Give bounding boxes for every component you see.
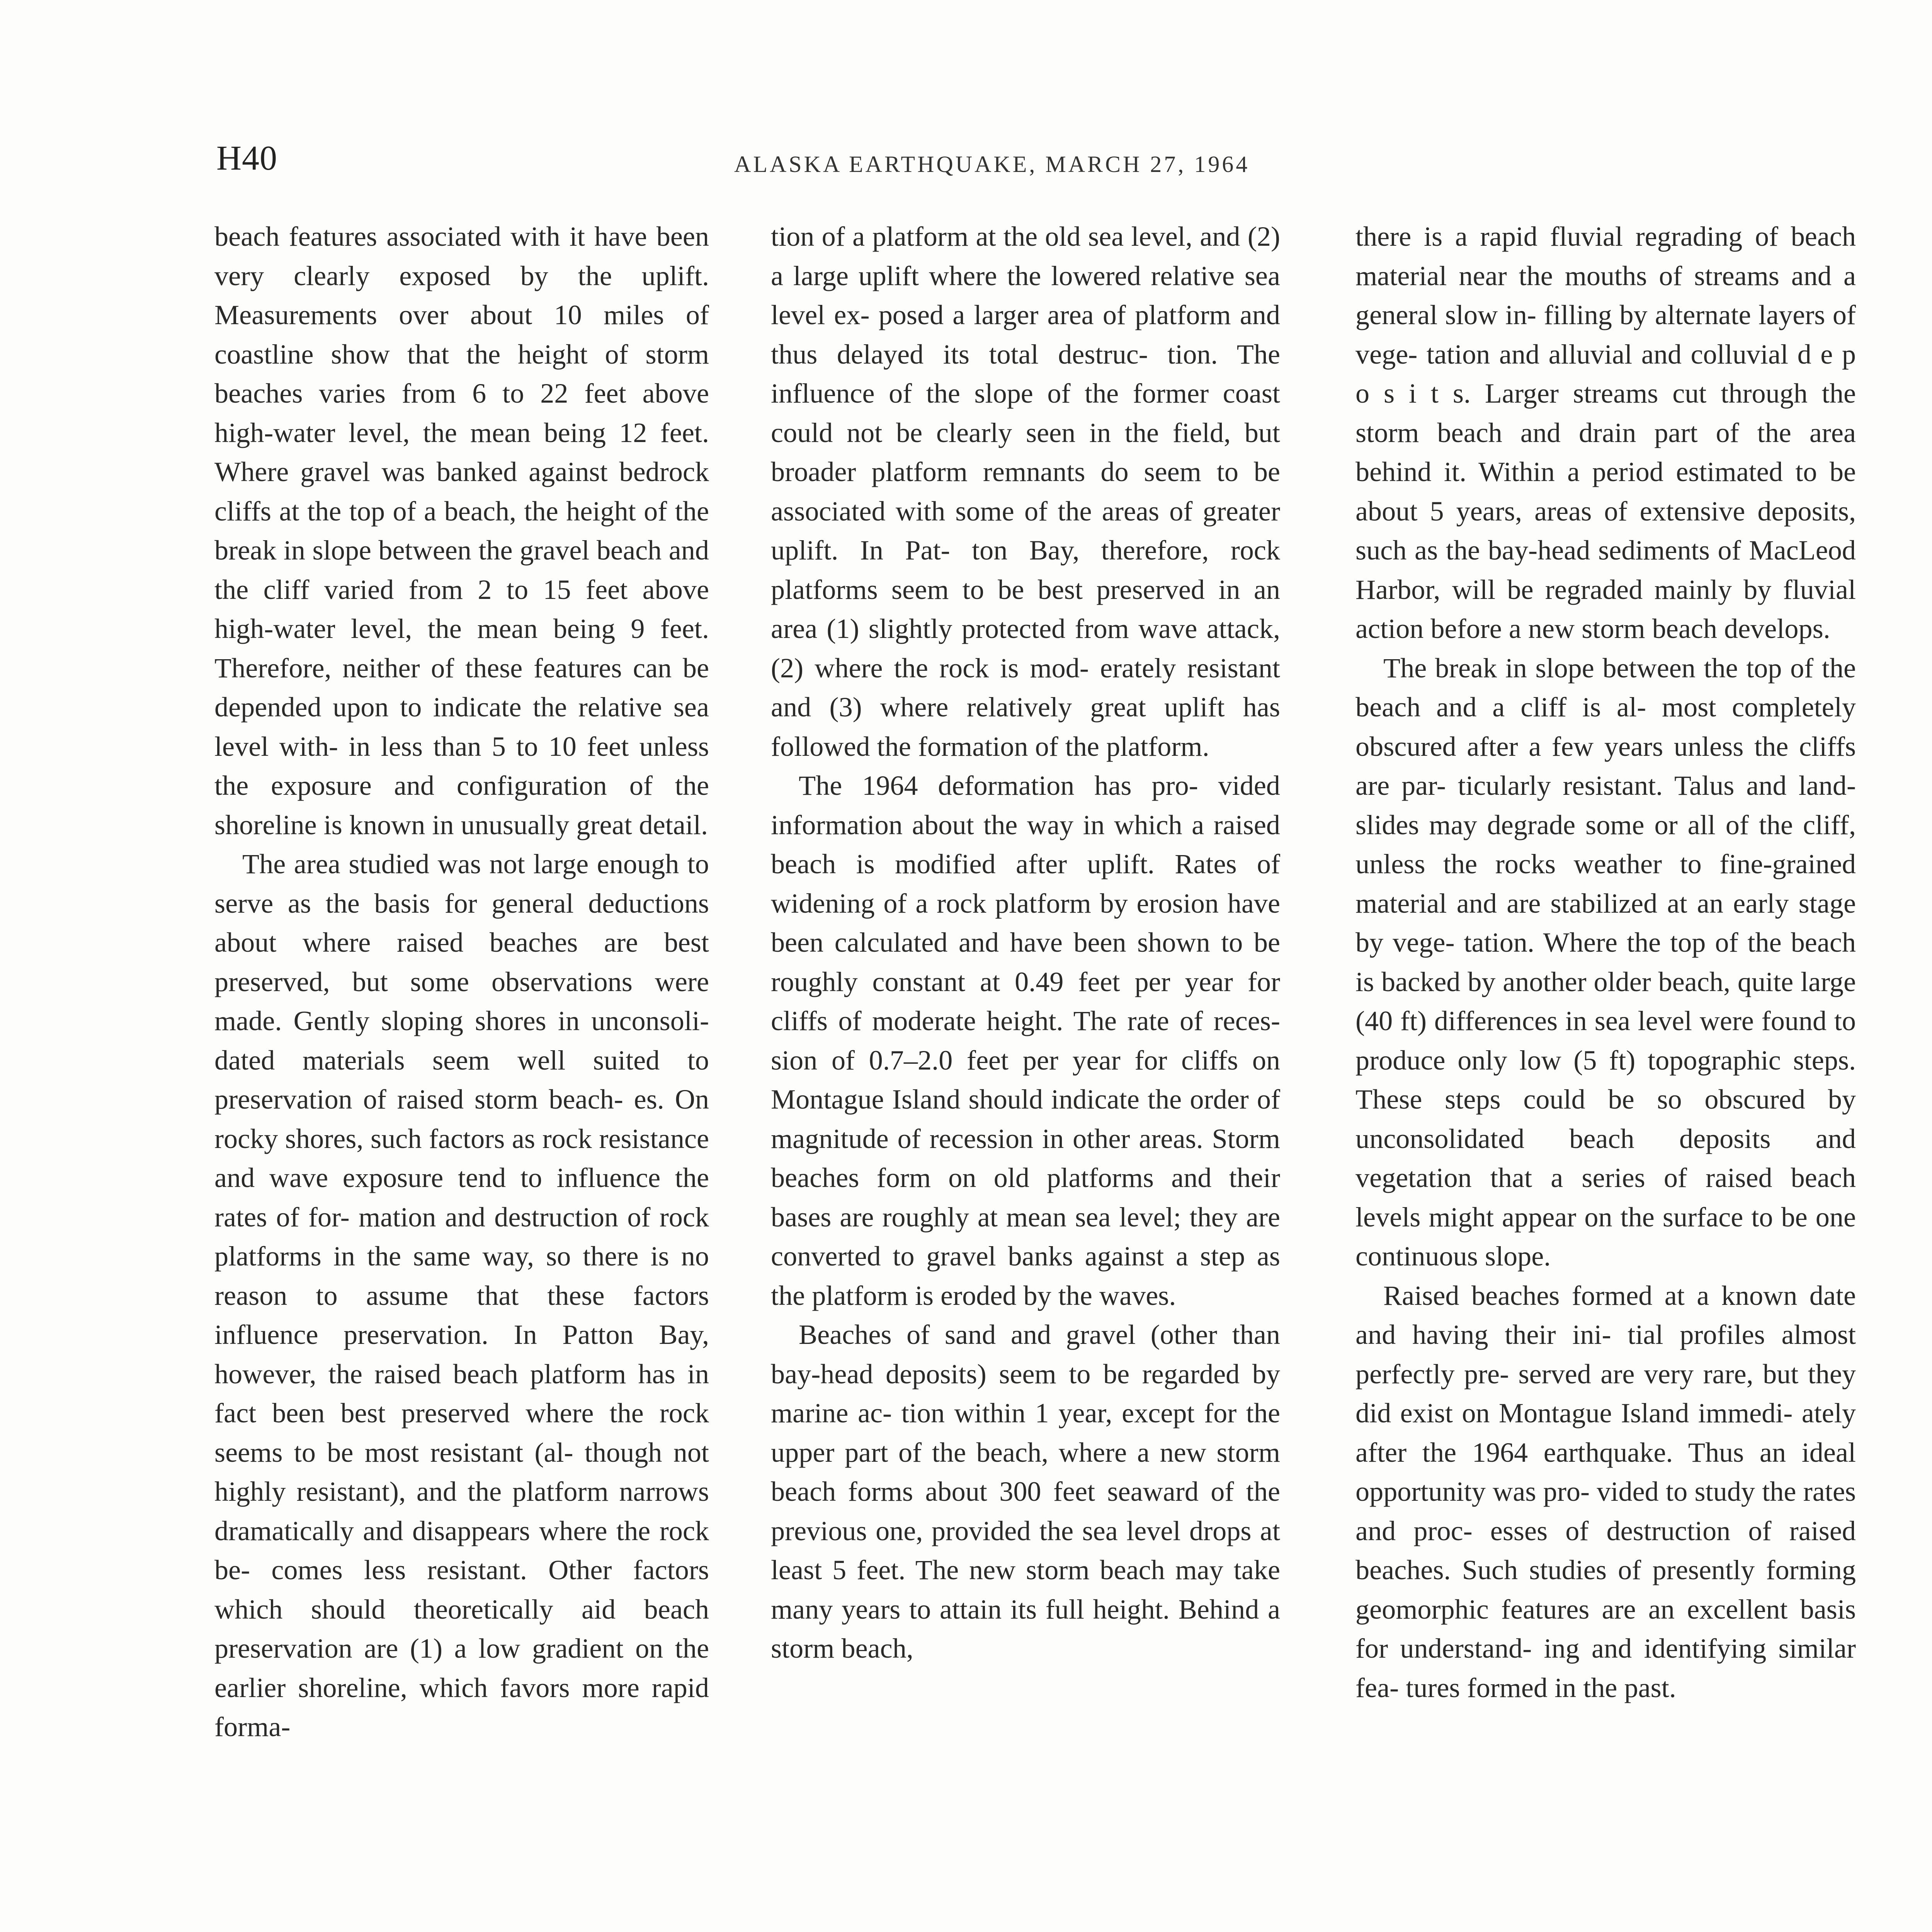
paragraph: The 1964 deformation has pro- vided information about the way in which a raised beach is modified after uplift. Rates of widening of a rock platform by erosion have been calculated and have been shown to be roughly constant at 0.49 feet per year for cliffs of moderate height. The rate of reces- sion of 0.7–2.0 feet per year for cliffs on Montague Island should indicate the order of magnitude of recession in other areas. Storm beaches form on old platforms and their bases are roughly at mean sea level; they are converted to gravel banks against a step as the platform is eroded by the waves. [771,770,1280,1311]
text-column-1 [214,217,709,1747]
paragraph: The area studied was not large enough to serve as the basis for general deductions about where raised beaches are best preserved, but some observations were made. Gently sloping shores in unconsoli- dated materials seem well suited to preservation of raised storm beach- es. On rocky shores, such factors as rock resistance and wave exposure tend to influence the rates of for- mation and destruction of rock platforms in the same way, so there is no reason to assume that these factors influence preservation. In Patton Bay, however, the raised beach platform has in fact been best preserved where the rock seems to be most resistant (al- though not highly resistant), and the platform narrows dramatically and disappears where the rock be- comes less resistant. Other factors which should theoretically aid beach preservation are (1) a low gradient on the earlier shoreline, which favors more rapid forma- [214,849,709,1742]
paragraph-continued: there is a rapid fluvial regrading of beach material near the mouths of streams and a general slow in- filling by alternate layers of vege- tation and alluvial and colluvial d e p o s i t s. Larger streams cut through the storm beach and drain part of the area behind it. Within a period estimated to be about 5 years, areas of extensive deposits, such as the bay-head sediments of MacLeod Harbor, will be regraded mainly by fluvial action before a new storm beach develops. [1355,221,1856,644]
page-number: H40 [216,139,277,177]
paragraph: The break in slope between the top of the beach and a cliff is al- most completely obscured after a few years unless the cliffs are par- ticularly resistant. Talus and land- slides may degrade some or all of the cliff, unless the rocks weather to fine-grained material and are stabilized at an early stage by vege- tation. Where the top of the beach is backed by another older beach, quite large (40 ft) differences in sea level were found to produce only low (5 ft) topographic steps. These steps could be so obscured by unconsolidated beach deposits and vegetation that a series of raised beach levels might appear on the surface to be one continuous slope. [1355,652,1856,1272]
paragraph: Beaches of sand and gravel (other than bay-head deposits) seem to be regarded by marine ac- tion within 1 year, except for the upper part of the beach, where a new storm beach forms about 300 feet seaward of the previous one, provided the sea level drops at least 5 feet. The new storm beach may take many years to attain its full height. Behind a storm beach, [771,1319,1280,1664]
text-column-3 [1355,217,1856,1708]
text-column-2 [771,217,1280,1668]
paragraph-continued: beach features associated with it have been very clearly exposed by the uplift. Measurements over about 10 miles of coastline show that the height of storm beaches varies from 6 to 22 feet above high-water level, the mean being 12 feet. Where gravel was banked against bedrock cliffs at the top of a beach, the height of the break in slope between the gravel beach and the cliff varied from 2 to 15 feet above high-water level, the mean being 9 feet. Therefore, neither of these features can be depended upon to indicate the relative sea level with- in less than 5 to 10 feet unless the exposure and configuration of the shoreline is known in unusually great detail. [214,221,709,840]
running-title: ALASKA EARTHQUAKE, MARCH 27, 1964 [734,151,1250,177]
paragraph: Raised beaches formed at a known date and having their ini- tial profiles almost perfectly pre- served are very rare, but they did exist on Montague Island immedi- ately after the 1964 earthquake. Thus an ideal opportunity was pro- vided to study the rates and proc- esses of destruction of raised beaches. Such studies of presently forming geomorphic features are an excellent basis for understand- ing and identifying similar fea- tures formed in the past. [1355,1280,1856,1703]
paragraph-continued: tion of a platform at the old sea level, and (2) a large uplift where the lowered relative sea level ex- posed a larger area of platform and thus delayed its total destruc- tion. The influence of the slope of the former coast could not be clearly seen in the field, but broader platform remnants do seem to be associated with some of the areas of greater uplift. In Pat- ton Bay, therefore, rock platforms seem to be best preserved in an area (1) slightly protected from wave attack, (2) where the rock is mod- erately resistant and (3) where relatively great uplift has followed the formation of the platform. [771,221,1280,762]
